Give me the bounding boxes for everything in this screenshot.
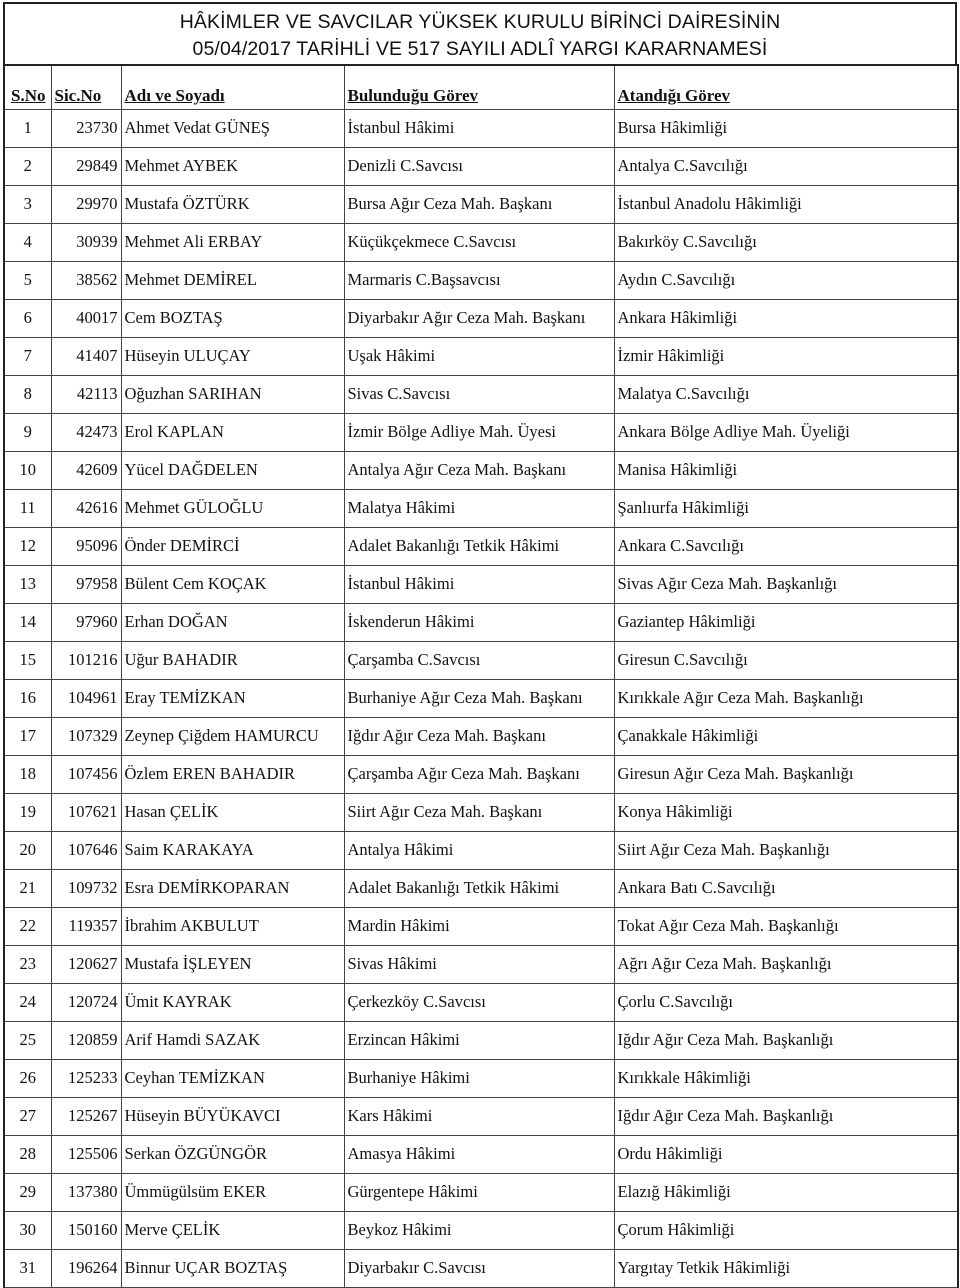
row-sicil: 42609 <box>51 451 121 489</box>
row-name: Önder DEMİRCİ <box>121 527 344 565</box>
row-name: Cem BOZTAŞ <box>121 299 344 337</box>
row-number: 12 <box>4 527 51 565</box>
row-sicil: 150160 <box>51 1211 121 1249</box>
row-current-post: İstanbul Hâkimi <box>344 565 614 603</box>
table-row <box>4 1059 958 1097</box>
row-sicil: 107456 <box>51 755 121 793</box>
row-sicil: 38562 <box>51 261 121 299</box>
row-assigned-post: Ankara Hâkimliği <box>614 299 958 337</box>
table-row <box>4 261 958 299</box>
row-number: 31 <box>4 1249 51 1287</box>
row-current-post: Çarşamba C.Savcısı <box>344 641 614 679</box>
row-number: 27 <box>4 1097 51 1135</box>
row-name: Hüseyin BÜYÜKAVCI <box>121 1097 344 1135</box>
row-name: Erhan DOĞAN <box>121 603 344 641</box>
row-assigned-post: Iğdır Ağır Ceza Mah. Başkanlığı <box>614 1097 958 1135</box>
row-sicil: 119357 <box>51 907 121 945</box>
row-number: 13 <box>4 565 51 603</box>
row-assigned-post: Ankara Batı C.Savcılığı <box>614 869 958 907</box>
table-row <box>4 945 958 983</box>
row-current-post: Iğdır Ağır Ceza Mah. Başkanı <box>344 717 614 755</box>
row-current-post: Gürgentepe Hâkimi <box>344 1173 614 1211</box>
row-current-post: Küçükçekmece C.Savcısı <box>344 223 614 261</box>
table-row <box>4 983 958 1021</box>
table-row <box>4 299 958 337</box>
row-name: Mustafa ÖZTÜRK <box>121 185 344 223</box>
row-name: Mehmet Ali ERBAY <box>121 223 344 261</box>
row-current-post: Çarşamba Ağır Ceza Mah. Başkanı <box>344 755 614 793</box>
row-sicil: 120859 <box>51 1021 121 1059</box>
title-line-1: HÂKİMLER VE SAVCILAR YÜKSEK KURULU BİRİNCİ DAİRESİNİN <box>179 11 781 33</box>
row-assigned-post: İzmir Hâkimliği <box>614 337 958 375</box>
row-assigned-post: Aydın C.Savcılığı <box>614 261 958 299</box>
table-row <box>4 1097 958 1135</box>
row-assigned-post: İstanbul Anadolu Hâkimliği <box>614 185 958 223</box>
row-sicil: 137380 <box>51 1173 121 1211</box>
row-name: Merve ÇELİK <box>121 1211 344 1249</box>
row-name: Hasan ÇELİK <box>121 793 344 831</box>
row-name: İbrahim AKBULUT <box>121 907 344 945</box>
table-row <box>4 413 958 451</box>
row-sicil: 97960 <box>51 603 121 641</box>
row-assigned-post: Çorlu C.Savcılığı <box>614 983 958 1021</box>
row-sicil: 42616 <box>51 489 121 527</box>
row-number: 29 <box>4 1173 51 1211</box>
row-number: 17 <box>4 717 51 755</box>
row-sicil: 125506 <box>51 1135 121 1173</box>
row-number: 1 <box>4 109 51 147</box>
row-number: 9 <box>4 413 51 451</box>
row-assigned-post: Giresun C.Savcılığı <box>614 641 958 679</box>
row-name: Zeynep Çiğdem HAMURCU <box>121 717 344 755</box>
row-number: 19 <box>4 793 51 831</box>
row-sicil: 120724 <box>51 983 121 1021</box>
row-number: 15 <box>4 641 51 679</box>
row-assigned-post: Ankara Bölge Adliye Mah. Üyeliği <box>614 413 958 451</box>
table-row <box>4 603 958 641</box>
row-sicil: 196264 <box>51 1249 121 1287</box>
table-row <box>4 679 958 717</box>
row-assigned-post: Manisa Hâkimliği <box>614 451 958 489</box>
row-sicil: 42473 <box>51 413 121 451</box>
row-sicil: 101216 <box>51 641 121 679</box>
row-current-post: İzmir Bölge Adliye Mah. Üyesi <box>344 413 614 451</box>
row-name: Mehmet GÜLOĞLU <box>121 489 344 527</box>
table-row <box>4 109 958 147</box>
row-number: 28 <box>4 1135 51 1173</box>
row-assigned-post: Ankara C.Savcılığı <box>614 527 958 565</box>
row-sicil: 42113 <box>51 375 121 413</box>
table-row <box>4 1021 958 1059</box>
row-assigned-post: Çorum Hâkimliği <box>614 1211 958 1249</box>
row-assigned-post: Gaziantep Hâkimliği <box>614 603 958 641</box>
row-name: Erol KAPLAN <box>121 413 344 451</box>
header-name: Adı ve Soyadı <box>121 65 344 109</box>
table-row <box>4 869 958 907</box>
header-assigned-post: Atandığı Görev <box>614 65 958 109</box>
row-sicil: 29849 <box>51 147 121 185</box>
row-current-post: Çerkezköy C.Savcısı <box>344 983 614 1021</box>
table-row <box>4 337 958 375</box>
title-line-2: 05/04/2017 TARİHLİ VE 517 SAYILI ADLÎ YARGI KARARNAMESİ <box>192 38 768 60</box>
row-number: 3 <box>4 185 51 223</box>
table-row <box>4 451 958 489</box>
row-name: Ümmügülsüm EKER <box>121 1173 344 1211</box>
row-sicil: 109732 <box>51 869 121 907</box>
row-current-post: Kars Hâkimi <box>344 1097 614 1135</box>
row-current-post: Sivas C.Savcısı <box>344 375 614 413</box>
row-current-post: Erzincan Hâkimi <box>344 1021 614 1059</box>
row-number: 5 <box>4 261 51 299</box>
row-sicil: 120627 <box>51 945 121 983</box>
row-current-post: Mardin Hâkimi <box>344 907 614 945</box>
row-name: Bülent Cem KOÇAK <box>121 565 344 603</box>
row-assigned-post: Sivas Ağır Ceza Mah. Başkanlığı <box>614 565 958 603</box>
table-row <box>4 831 958 869</box>
row-assigned-post: Şanlıurfa Hâkimliği <box>614 489 958 527</box>
row-number: 6 <box>4 299 51 337</box>
table-row <box>4 793 958 831</box>
row-number: 22 <box>4 907 51 945</box>
row-sicil: 29970 <box>51 185 121 223</box>
row-current-post: Amasya Hâkimi <box>344 1135 614 1173</box>
header-no: S.No <box>4 65 51 109</box>
row-sicil: 107329 <box>51 717 121 755</box>
appointments-table <box>3 64 959 1288</box>
row-assigned-post: Elazığ Hâkimliği <box>614 1173 958 1211</box>
row-name: Saim KARAKAYA <box>121 831 344 869</box>
row-current-post: Diyarbakır C.Savcısı <box>344 1249 614 1287</box>
table-row <box>4 489 958 527</box>
row-current-post: Diyarbakır Ağır Ceza Mah. Başkanı <box>344 299 614 337</box>
row-assigned-post: Kırıkkale Ağır Ceza Mah. Başkanlığı <box>614 679 958 717</box>
row-current-post: İskenderun Hâkimi <box>344 603 614 641</box>
row-current-post: Marmaris C.Başsavcısı <box>344 261 614 299</box>
table-row <box>4 755 958 793</box>
row-sicil: 40017 <box>51 299 121 337</box>
row-current-post: Adalet Bakanlığı Tetkik Hâkimi <box>344 527 614 565</box>
document-title <box>3 2 957 64</box>
table-row <box>4 565 958 603</box>
row-name: Ümit KAYRAK <box>121 983 344 1021</box>
row-name: Özlem EREN BAHADIR <box>121 755 344 793</box>
row-name: Ahmet Vedat GÜNEŞ <box>121 109 344 147</box>
table-row <box>4 717 958 755</box>
row-name: Yücel DAĞDELEN <box>121 451 344 489</box>
row-assigned-post: Çanakkale Hâkimliği <box>614 717 958 755</box>
row-number: 18 <box>4 755 51 793</box>
table-row <box>4 1211 958 1249</box>
table-row <box>4 1173 958 1211</box>
row-number: 14 <box>4 603 51 641</box>
row-assigned-post: Yargıtay Tetkik Hâkimliği <box>614 1249 958 1287</box>
row-number: 21 <box>4 869 51 907</box>
row-name: Mehmet AYBEK <box>121 147 344 185</box>
row-number: 4 <box>4 223 51 261</box>
table-row <box>4 185 958 223</box>
row-name: Hüseyin ULUÇAY <box>121 337 344 375</box>
row-assigned-post: Konya Hâkimliği <box>614 793 958 831</box>
row-current-post: Sivas Hâkimi <box>344 945 614 983</box>
table-row <box>4 1249 958 1287</box>
table-row <box>4 907 958 945</box>
row-number: 10 <box>4 451 51 489</box>
row-assigned-post: Ordu Hâkimliği <box>614 1135 958 1173</box>
row-number: 30 <box>4 1211 51 1249</box>
row-sicil: 95096 <box>51 527 121 565</box>
row-current-post: Adalet Bakanlığı Tetkik Hâkimi <box>344 869 614 907</box>
row-number: 26 <box>4 1059 51 1097</box>
row-sicil: 125267 <box>51 1097 121 1135</box>
header-current-post: Bulunduğu Görev <box>344 65 614 109</box>
row-number: 23 <box>4 945 51 983</box>
row-sicil: 107646 <box>51 831 121 869</box>
row-name: Oğuzhan SARIHAN <box>121 375 344 413</box>
table-body <box>4 109 958 1287</box>
row-name: Binnur UÇAR BOZTAŞ <box>121 1249 344 1287</box>
row-current-post: Uşak Hâkimi <box>344 337 614 375</box>
row-name: Arif Hamdi SAZAK <box>121 1021 344 1059</box>
row-current-post: Denizli C.Savcısı <box>344 147 614 185</box>
row-name: Eray TEMİZKAN <box>121 679 344 717</box>
row-assigned-post: Tokat Ağır Ceza Mah. Başkanlığı <box>614 907 958 945</box>
row-number: 7 <box>4 337 51 375</box>
row-assigned-post: Giresun Ağır Ceza Mah. Başkanlığı <box>614 755 958 793</box>
row-number: 20 <box>4 831 51 869</box>
row-name: Esra DEMİRKOPARAN <box>121 869 344 907</box>
row-current-post: Bursa Ağır Ceza Mah. Başkanı <box>344 185 614 223</box>
row-sicil: 104961 <box>51 679 121 717</box>
table-row <box>4 223 958 261</box>
row-assigned-post: Kırıkkale Hâkimliği <box>614 1059 958 1097</box>
row-sicil: 23730 <box>51 109 121 147</box>
row-current-post: Antalya Ağır Ceza Mah. Başkanı <box>344 451 614 489</box>
table-row <box>4 641 958 679</box>
row-number: 8 <box>4 375 51 413</box>
header-sicil: Sic.No <box>51 65 121 109</box>
table-row <box>4 375 958 413</box>
row-number: 2 <box>4 147 51 185</box>
row-number: 25 <box>4 1021 51 1059</box>
row-assigned-post: Antalya C.Savcılığı <box>614 147 958 185</box>
row-current-post: Siirt Ağır Ceza Mah. Başkanı <box>344 793 614 831</box>
row-name: Mustafa İŞLEYEN <box>121 945 344 983</box>
row-name: Serkan ÖZGÜNGÖR <box>121 1135 344 1173</box>
row-sicil: 125233 <box>51 1059 121 1097</box>
row-current-post: Antalya Hâkimi <box>344 831 614 869</box>
table-row <box>4 527 958 565</box>
row-sicil: 41407 <box>51 337 121 375</box>
row-current-post: İstanbul Hâkimi <box>344 109 614 147</box>
row-number: 16 <box>4 679 51 717</box>
row-number: 11 <box>4 489 51 527</box>
row-assigned-post: Ağrı Ağır Ceza Mah. Başkanlığı <box>614 945 958 983</box>
row-name: Ceyhan TEMİZKAN <box>121 1059 344 1097</box>
row-assigned-post: Malatya C.Savcılığı <box>614 375 958 413</box>
table-header-row <box>4 65 958 109</box>
row-current-post: Burhaniye Ağır Ceza Mah. Başkanı <box>344 679 614 717</box>
row-number: 24 <box>4 983 51 1021</box>
row-assigned-post: Siirt Ağır Ceza Mah. Başkanlığı <box>614 831 958 869</box>
row-name: Mehmet DEMİREL <box>121 261 344 299</box>
row-assigned-post: Bursa Hâkimliği <box>614 109 958 147</box>
row-assigned-post: Bakırköy C.Savcılığı <box>614 223 958 261</box>
row-assigned-post: Iğdır Ağır Ceza Mah. Başkanlığı <box>614 1021 958 1059</box>
row-current-post: Burhaniye Hâkimi <box>344 1059 614 1097</box>
row-current-post: Beykoz Hâkimi <box>344 1211 614 1249</box>
row-sicil: 30939 <box>51 223 121 261</box>
row-sicil: 97958 <box>51 565 121 603</box>
table-row <box>4 1135 958 1173</box>
row-sicil: 107621 <box>51 793 121 831</box>
row-current-post: Malatya Hâkimi <box>344 489 614 527</box>
row-name: Uğur BAHADIR <box>121 641 344 679</box>
table-row <box>4 147 958 185</box>
